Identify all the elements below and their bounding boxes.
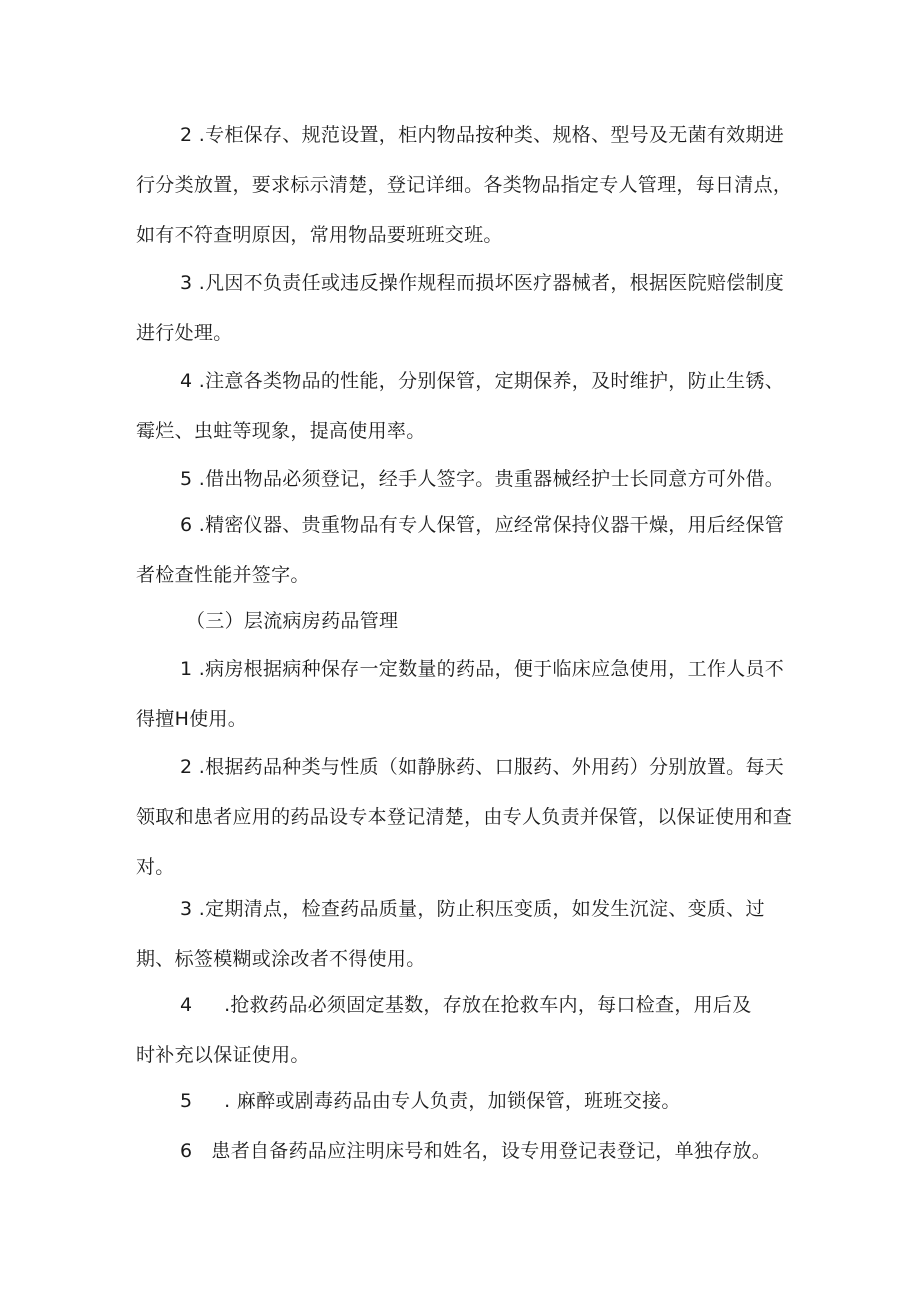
medicine-item-2: 2 .根据药品种类与性质（如静脉药、口服药、外用药）分别放置。每天领取和患者应用的药品设专本登记清楚，由专人负责并保管，以保证使用和查对。 — [136, 756, 793, 878]
item-6-precision-instruments: 6 .精密仪器、贵重物品有专人保管，应经常保持仪器干燥，用后经保管者检查性能并签字。 — [136, 514, 785, 586]
medicine-item-1: 1 .病房根据病种保存一定数量的药品，便于临床应急使用，工作人员不得擅H使用。 — [136, 658, 785, 730]
item-3-damage-compensation: 3 .凡因不负责任或违反操作规程而损坏医疗器械者，根据医院赔偿制度进行处理。 — [136, 272, 785, 344]
medicine-item-3: 3 .定期清点，检查药品质量，防止积压变质，如发生沉淀、变质、过期、标签模糊或涂改者不得使用。 — [136, 898, 765, 970]
medicine-item-5: 5 . 麻醉或剧毒药品由专人负责，加锁保管，班班交接。 — [180, 1090, 681, 1112]
section-heading-medicine-management: （三）层流病房药品管理 — [186, 610, 399, 632]
medicine-item-6: 6 患者自备药品应注明床号和姓名，设专用登记表登记，单独存放。 — [180, 1140, 772, 1162]
item-5-lending: 5 .借出物品必须登记，经手人签字。贵重器械经护士长同意方可外借。 — [180, 468, 785, 490]
item-2-storage: 2 .专柜保存、规范设置，柜内物品按种类、规格、型号及无菌有效期进行分类放置，要求标示清楚，登记详细。各类物品指定专人管理，每日清点，如有不符查明原因，常用物品要班班交班。 — [136, 124, 793, 246]
item-4-maintenance: 4 .注意各类物品的性能，分别保管，定期保养，及时维护，防止生锈、霉烂、虫蛀等现象，提高使用率。 — [136, 370, 785, 442]
medicine-item-4: 4 .抢救药品必须固定基数，存放在抢救车内，每口检查，用后及时补充以保证使用。 — [136, 994, 752, 1066]
